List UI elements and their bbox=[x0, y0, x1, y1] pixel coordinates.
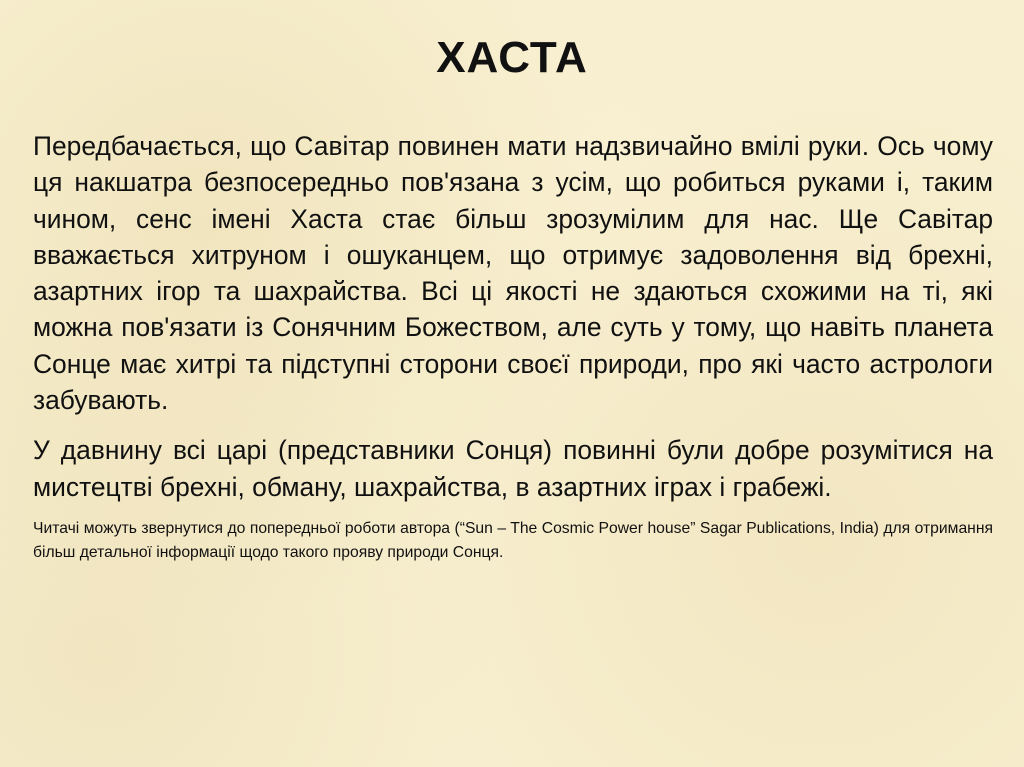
slide-title: ХАСТА bbox=[436, 33, 588, 82]
slide-body bbox=[33, 128, 993, 565]
paragraph-ancient-kings: У давнину всі царі (представники Сонця) повинні були добре розумітися на мистецтві брехні, обману, шахрайства, в азартних іграх і грабежі. bbox=[33, 435, 993, 502]
author-reference-note: Читачі можуть звернутися до попередньої роботи автора (“Sun – The Cosmic Power house” Sagar Publications, India) для отримання більш детальної інформації щодо такого прояву природи Сонця. bbox=[33, 519, 993, 561]
paragraph-savitar-hands: Передбачається, що Савітар повинен мати надзвичайно вмілі руки. Ось чому ця накшатра безпосередньо пов'язана з усім, що робиться руками і, таким чином, сенс імені Хаста стає більш зрозумілим для нас. Ще Савітар вважається хитруном і ошуканцем, що отримує задоволення від брехні, азартних ігор та шахрайства. Всі ці якості не здаються схожими на ті, які можна пов'язати із Сонячним Божеством, але суть у тому, що навіть планета Сонце має хитрі та підступні сторони своєї природи, про які часто астрологи забувають. bbox=[33, 131, 993, 416]
